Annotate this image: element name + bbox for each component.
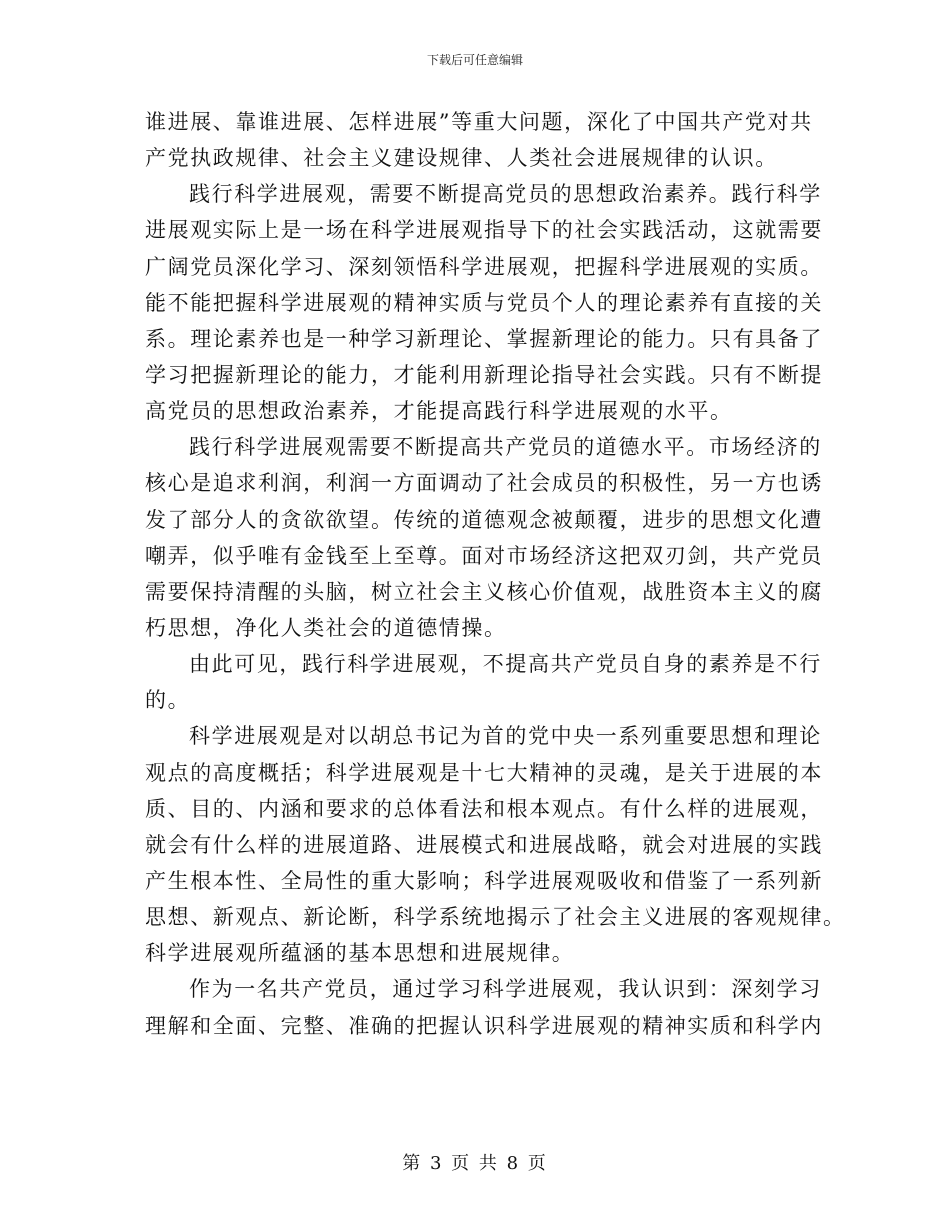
body-text-line: 践行科学进展观，需要不断提高党员的思想政治素养。践行科学 <box>189 182 822 207</box>
body-text-line: 产党执政规律、社会主义建设规律、人类社会进展规律的认识。 <box>145 146 778 171</box>
body-text-line: 进展观实际上是一场在科学进展观指导下的社会实践活动，这就需要 <box>145 218 823 243</box>
body-text-line: 学习把握新理论的能力，才能利用新理论指导社会实践。只有不断提 <box>145 362 823 387</box>
body-text-line: 能不能把握科学进展观的精神实质与党员个人的理论素养有直接的关 <box>145 290 823 315</box>
body-text-line: 科学进展观是对以胡总书记为首的党中央一系列重要思想和理论 <box>189 724 822 749</box>
body-text-line: 产生根本性、全局性的重大影响；科学进展观吸收和借鉴了一系列新 <box>145 868 823 893</box>
body-text-line: 由此可见，践行科学进展观，不提高共产党员自身的素养是不行 <box>189 652 822 677</box>
body-text-line: 嘲弄，似乎唯有金钱至上至尊。面对市场经济这把双刃剑，共产党员 <box>145 543 823 568</box>
body-text-line: 思想、新观点、新论断，科学系统地揭示了社会主义进展的客观规律。 <box>145 905 846 930</box>
document-body <box>145 104 846 1044</box>
body-text-line: 的。 <box>145 688 191 713</box>
body-text-line: 高党员的思想政治素养，才能提高践行科学进展观的水平。 <box>145 399 733 424</box>
page-number: 第 3 页 共 8 页 <box>402 1153 548 1174</box>
body-text-line: 谁进展、靠谁进展、怎样进展”等重大问题，深化了中国共产党对共 <box>145 110 813 134</box>
body-text-line: 广阔党员深化学习、深刻领悟科学进展观，把握科学进展观的实质。 <box>145 254 823 279</box>
body-text-line: 系。理论素养也是一种学习新理论、掌握新理论的能力。只有具备了 <box>145 326 823 351</box>
body-text-line: 观点的高度概括；科学进展观是十七大精神的灵魂，是关于进展的本 <box>145 760 823 785</box>
body-text-line: 发了部分人的贪欲欲望。传统的道德观念被颠覆，进步的思想文化遭 <box>145 507 823 532</box>
body-text-line: 践行科学进展观需要不断提高共产党员的道德水平。市场经济的 <box>189 435 822 460</box>
body-text-line: 科学进展观所蕴涵的基本思想和进展规律。 <box>145 941 575 966</box>
body-text-line: 作为一名共产党员，通过学习科学进展观，我认识到：深刻学习 <box>189 977 822 1002</box>
body-text-line: 质、目的、内涵和要求的总体看法和根本观点。有什么样的进展观， <box>145 796 823 821</box>
body-text-line: 理解和全面、完整、准确的把握认识科学进展观的精神实质和科学内 <box>145 1013 823 1038</box>
body-text-line: 朽思想，净化人类社会的道德情操。 <box>145 615 507 640</box>
body-text-line: 核心是追求利润，利润一方面调动了社会成员的积极性，另一方也诱 <box>145 471 823 496</box>
body-text-line: 就会有什么样的进展道路、进展模式和进展战略，就会对进展的实践 <box>145 832 823 857</box>
body-text-line: 需要保持清醒的头脑，树立社会主义核心价值观，战胜资本主义的腐 <box>145 579 823 604</box>
page-header: 下载后可任意编辑 <box>426 53 523 67</box>
